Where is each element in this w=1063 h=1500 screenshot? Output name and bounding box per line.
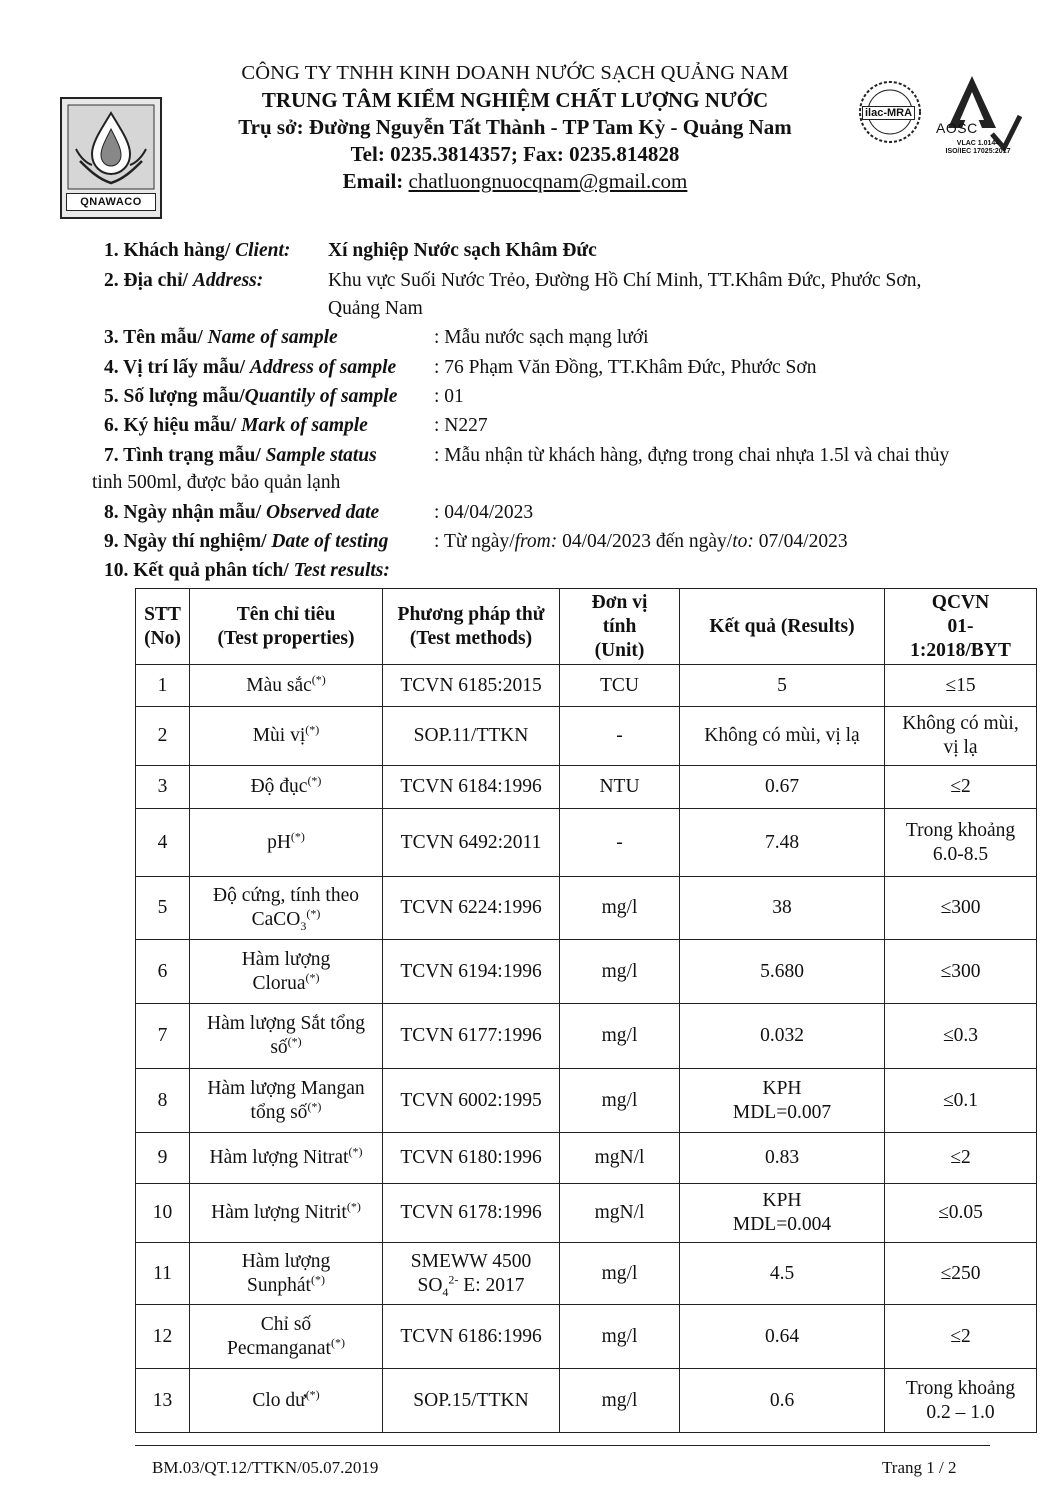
table-row [136,1133,1037,1184]
row-method: TCVN 6002:1995 [383,1069,560,1133]
results-heading: 10. Kết quả phân tích/ Test results: [104,560,390,581]
row-limit: ≤0.3 [885,1004,1037,1069]
results-table [135,588,1037,1433]
row-result: 38 [680,877,885,940]
row-unit: mg/l [560,940,680,1004]
vilac-code: VLAC 1.0144 [956,140,1000,147]
client-row [104,238,597,264]
row-no: 6 [136,940,190,1004]
row-method: TCVN 6177:1996 [383,1004,560,1069]
row-no: 7 [136,1004,190,1069]
row-limit: ≤2 [885,766,1037,809]
row-method: TCVN 6492:2011 [383,809,560,877]
row-unit: TCU [560,665,680,707]
footer-divider [135,1445,990,1446]
row-limit: ≤300 [885,940,1037,1004]
row-method: TCVN 6184:1996 [383,766,560,809]
accreditation-codes [932,140,1024,156]
row-property: Hàm lượng Clorua(*) [190,940,383,1004]
status-label: 7. Tình trạng mẫu/ Sample status [104,445,377,466]
table-row [136,1369,1037,1433]
table-row [136,707,1037,766]
sample-location-row [104,355,817,381]
testing-value: : Từ ngày/from: 04/04/2023 đến ngày/to: 07/04/2023 [434,531,848,552]
mark-value: : N227 [434,415,488,436]
row-unit: mg/l [560,1243,680,1305]
row-result: 5.680 [680,940,885,1004]
row-property: pH(*) [190,809,383,877]
row-method: SOP.11/TTKN [383,707,560,766]
row-limit: ≤300 [885,877,1037,940]
sample-location-value: : 76 Phạm Văn Đồng, TT.Khâm Đức, Phước Sơn [434,357,817,378]
row-result: 0.67 [680,766,885,809]
observed-value: : 04/04/2023 [434,502,534,523]
row-no: 13 [136,1369,190,1433]
sample-name-row [104,325,649,351]
row-result: 7.48 [680,809,885,877]
row-no: 1 [136,665,190,707]
row-property: Mùi vị(*) [190,707,383,766]
observed-label: 8. Ngày nhận mẫu/ Observed date [104,502,380,523]
client-label: 1. Khách hàng/ Client: [104,240,291,261]
row-result: 0.64 [680,1305,885,1369]
email-label: Email: [342,169,409,193]
row-limit: ≤2 [885,1133,1037,1184]
form-code: BM.03/QT.12/TTKN/05.07.2019 [152,1458,379,1477]
sample-name-label: 3. Tên mẫu/ Name of sample [104,327,338,348]
status-row-2 [92,470,340,496]
row-property: Hàm lượng Nitrit(*) [190,1184,383,1243]
quantity-value: : 01 [434,386,464,407]
status-value-line-1: : Mẫu nhận từ khách hàng, đựng trong chai nhựa 1.5l và chai thủy [434,445,950,466]
row-result: 4.5 [680,1243,885,1305]
row-unit: NTU [560,766,680,809]
row-no: 9 [136,1133,190,1184]
row-property: Hàm lượng Sắt tổng số(*) [190,1004,383,1069]
row-no: 4 [136,809,190,877]
header-qcvn: QCVN 01- 1:2018/BYT [885,589,1037,665]
table-row [136,809,1037,877]
row-unit: mg/l [560,1305,680,1369]
accreditation-logos [852,72,1022,162]
row-unit: mg/l [560,1369,680,1433]
table-row [136,1069,1037,1133]
row-no: 8 [136,1069,190,1133]
row-unit: mgN/l [560,1184,680,1243]
address-value-line-1: Khu vực Suối Nước Trẻo, Đường Hồ Chí Minh, TT.Khâm Đức, Phước Sơn, [328,270,922,291]
center-name: TRUNG TÂM KIỂM NGHIỆM CHẤT LƯỢNG NƯỚC [261,88,769,112]
row-result: KPH MDL=0.004 [680,1184,885,1243]
results-heading-row [104,558,390,584]
row-property: Clo dư(*) [190,1369,383,1433]
row-unit: mgN/l [560,1133,680,1184]
status-row [104,443,950,469]
quantity-label: 5. Số lượng mẫu/Quantily of sample [104,386,398,407]
table-header-row [136,589,1037,665]
header-stt: STT (No) [136,589,190,665]
row-limit: Không có mùi, vị lạ [885,707,1037,766]
table-row [136,940,1037,1004]
row-limit: ≤0.05 [885,1184,1037,1243]
center-email-line [175,168,855,195]
center-address: Trụ sở: Đường Nguyễn Tất Thành - TP Tam Kỳ - Quảng Nam [238,115,792,139]
row-method: TCVN 6178:1996 [383,1184,560,1243]
letterhead [0,0,1063,230]
row-property: Hàm lượng Sunphát(*) [190,1243,383,1305]
row-unit: mg/l [560,1004,680,1069]
row-result: KPH MDL=0.007 [680,1069,885,1133]
address-value-line-2: Quảng Nam [328,298,423,319]
row-property: Hàm lượng Nitrat(*) [190,1133,383,1184]
row-limit: ≤0.1 [885,1069,1037,1133]
row-limit: ≤250 [885,1243,1037,1305]
table-row [136,766,1037,809]
table-row [136,1243,1037,1305]
address-row-2 [104,296,423,322]
testing-label: 9. Ngày thí nghiệm/ Date of testing [104,531,389,552]
qnawaco-logo [60,97,162,219]
row-no: 11 [136,1243,190,1305]
row-property: Độ đục(*) [190,766,383,809]
row-unit: - [560,707,680,766]
row-unit: mg/l [560,877,680,940]
table-row [136,1305,1037,1369]
qnawaco-emblem-icon [62,99,160,195]
page-number: Trang 1 / 2 [882,1458,957,1477]
sample-location-label: 4. Vị trí lấy mẫu/ Address of sample [104,357,397,378]
row-method: TCVN 6194:1996 [383,940,560,1004]
table-row [136,1004,1037,1069]
row-no: 3 [136,766,190,809]
row-result: 0.83 [680,1133,885,1184]
row-property: Độ cứng, tính theo CaCO$_3$(*) [190,877,383,940]
row-no: 5 [136,877,190,940]
row-result: 5 [680,665,885,707]
header-test-properties: Tên chỉ tiêu (Test properties) [190,589,383,665]
address-row [104,268,922,294]
row-no: 2 [136,707,190,766]
row-property: Hàm lượng Mangan tổng số(*) [190,1069,383,1133]
row-method: TCVN 6185:2015 [383,665,560,707]
row-unit: - [560,809,680,877]
row-property: Màu sắc(*) [190,665,383,707]
row-method: TCVN 6186:1996 [383,1305,560,1369]
row-no: 10 [136,1184,190,1243]
client-value: Xí nghiệp Nước sạch Khâm Đức [328,240,597,261]
aosc-text: AOSC [936,120,978,136]
row-no: 12 [136,1305,190,1369]
observed-row [104,500,534,526]
row-property: Chỉ số Pecmanganat(*) [190,1305,383,1369]
logo-left-text: QNAWACO [66,193,156,211]
row-limit: ≤15 [885,665,1037,707]
row-limit: Trong khoảng 6.0-8.5 [885,809,1037,877]
iso-code: ISO/IEC 17025:2017 [945,148,1011,155]
center-phone: Tel: 0235.3814357; Fax: 0235.814828 [350,142,680,166]
table-row [136,877,1037,940]
row-result: 0.032 [680,1004,885,1069]
row-limit: Trong khoảng 0.2 – 1.0 [885,1369,1037,1433]
row-result: Không có mùi, vị lạ [680,707,885,766]
row-method: SMEWW 4500 $SO_4^{2-}$ E: 2017 [383,1243,560,1305]
header-test-methods: Phương pháp thử (Test methods) [383,589,560,665]
status-value-line-2: tinh 500ml, được bảo quản lạnh [92,472,341,493]
ilac-mra-text: ilac-MRA [862,106,915,120]
mark-label: 6. Ký hiệu mẫu/ Mark of sample [104,415,368,436]
sample-name-value: : Mẫu nước sạch mạng lưới [434,327,649,348]
company-name: CÔNG TY TNHH KINH DOANH NƯỚC SẠCH QUẢNG NAM [241,62,789,84]
mark-row [104,413,488,439]
header-unit: Đơn vị tính (Unit) [560,589,680,665]
row-method: SOP.15/TTKN [383,1369,560,1433]
row-limit: ≤2 [885,1305,1037,1369]
row-method: TCVN 6224:1996 [383,877,560,940]
quantity-row [104,384,464,410]
table-row [136,1184,1037,1243]
table-row [136,665,1037,707]
header-results: Kết quả (Results) [680,589,885,665]
address-label: 2. Địa chỉ/ Address: [104,270,264,291]
row-result: 0.6 [680,1369,885,1433]
row-unit: mg/l [560,1069,680,1133]
row-method: TCVN 6180:1996 [383,1133,560,1184]
email-link[interactable]: chatluongnuocqnam@gmail.com [408,169,688,193]
testing-row [104,529,848,555]
